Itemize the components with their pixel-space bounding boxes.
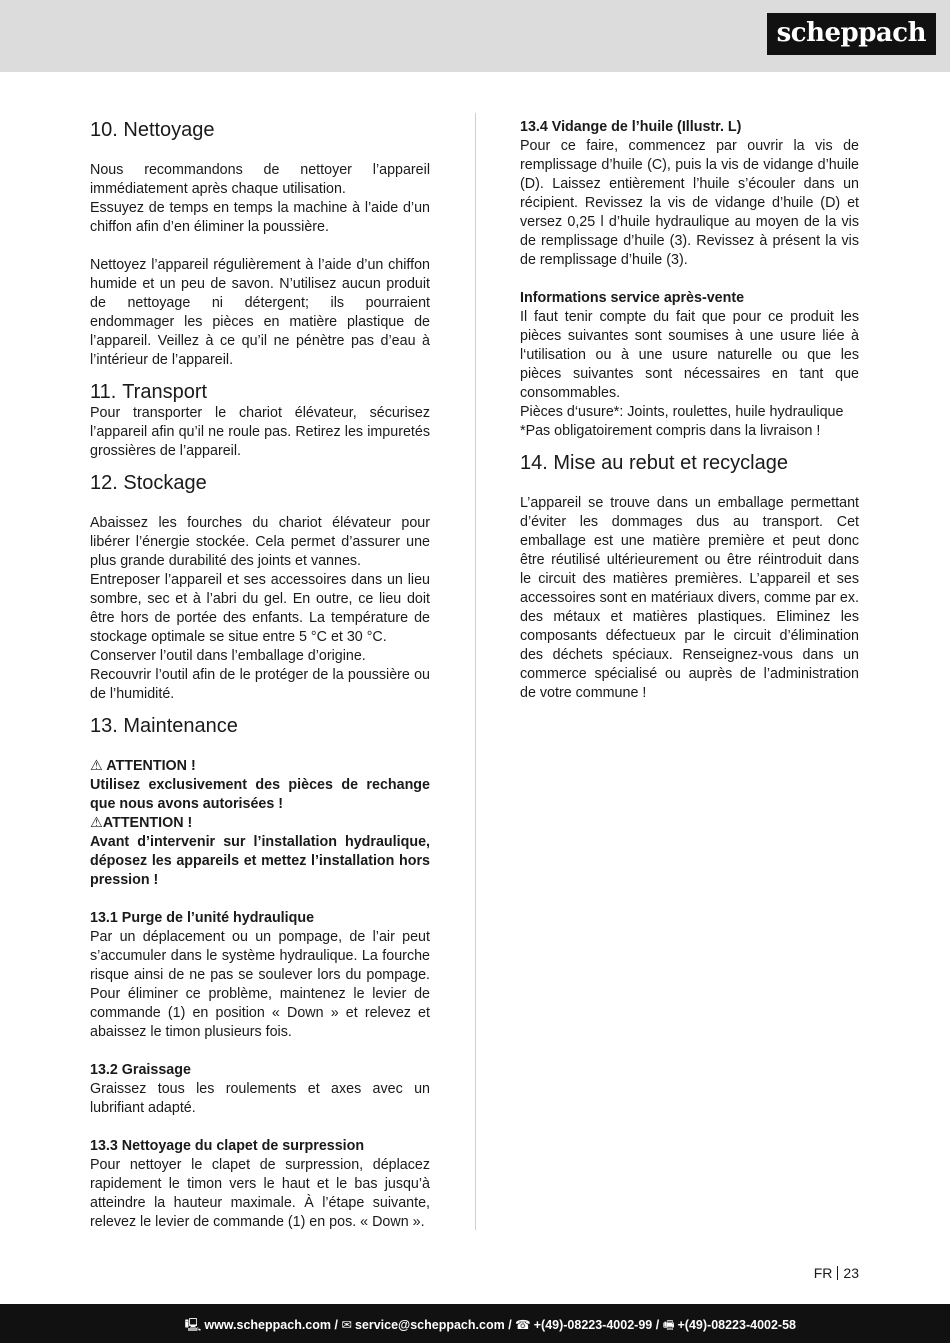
page-num: 23 xyxy=(843,1265,859,1281)
website-link[interactable]: www.scheppach.com xyxy=(204,1318,331,1332)
mail-icon: ✉ xyxy=(341,1318,352,1332)
subsection-title: 13.2 Graissage xyxy=(90,1062,191,1078)
warning-text: Avant d’intervenir sur l’installation hydraulique, déposez les appareils et mettez l’installation hors pression ! xyxy=(90,834,430,888)
contact-bar: 🖳 www.scheppach.com / ✉ service@scheppach.com / ☎ +(49)-08223-4002-99 / 🖷 +(49)-08223-4002-58 xyxy=(0,1304,950,1343)
paragraph: L’appareil se trouve dans un emballage permettant d’éviter les dommages dus au transport. Cet emballage est une matière première et peut donc être réutilisé ultérieurement ou être réintroduit dans le circuit des matières premières. L’appareil et ses accessoires sont en matériaux divers, comme par ex. des métaux et matières plastiques. Eliminez les composants défectueux par le circuit d’élimination des déchets spéciaux. Renseignez-vous dans un commerce spécialisé ou auprès de l’administration de votre commune ! xyxy=(520,495,859,701)
fax-icon: 🖷 xyxy=(662,1318,675,1332)
paragraph: Nettoyez l’appareil régulièrement à l’aide d’un chiffon humide et un peu de savon. N’utilisez aucun produit de nettoyage ni détergent; ils pourraient endommager les pièces en matière plastique de l’appareil. Veillez à ce qu’il ne pénètre pas d’eau à l’intérieur de l’appareil. xyxy=(90,257,430,368)
subsection-title: 13.1 Purge de l’unité hydraulique xyxy=(90,910,315,926)
warning-label: ⚠ ATTENTION ! xyxy=(90,758,196,774)
phone-number: +(49)-08223-4002-99 xyxy=(533,1318,653,1332)
column-divider xyxy=(475,113,476,1230)
paragraph: Conserver l’outil dans l’emballage d’origine. xyxy=(90,648,366,664)
paragraph: Il faut tenir compte du fait que pour ce produit les pièces suivantes sont soumises à une usure liée à l‘utilisation ou à une usure naturelle ou que les pièces suivantes sont nécessaires en tant que consommables. xyxy=(520,309,859,401)
subsection-title: Informations service après-vente xyxy=(520,290,745,306)
fax-number: +(49)-08223-4002-58 xyxy=(677,1318,796,1332)
paragraph: Pièces d‘usure*: Joints, roulettes, huile hydraulique xyxy=(520,404,844,420)
section-14-heading: 14. Mise au rebut et recyclage xyxy=(520,452,788,474)
paragraph: Graissez tous les roulements et axes avec un lubrifiant adapté. xyxy=(90,1081,430,1116)
subsection-title: 13.4 Vidange de l’huile (Illustr. L) xyxy=(520,119,742,135)
paragraph: Pour ce faire, commencez par ouvrir la vis de remplissage d’huile (C), puis la vis de vidange d’huile (D). Laissez entièrement l’huile s’écouler dans un récipient. Revissez la vis de vidange d’huile (D) et versez 0,25 l d’huile hydraulique au moyen de la vis de remplissage d’huile (3). Revissez à présent la vis de remplissage d’huile (3). xyxy=(520,138,859,268)
computer-icon: 🖳 xyxy=(184,1318,202,1332)
paragraph: Pour nettoyer le clapet de surpression, déplacez rapidement le timon vers le haut et le bas jusqu’à atteindre la hauteur maximale. À l’étape suivante, relevez le levier de commande (1) en pos. « Down ». xyxy=(90,1157,430,1230)
paragraph: Par un déplacement ou un pompage, de l’air peut s’accumuler dans le système hydraulique. La fourche risque ainsi de ne pas se soulever lors du pompage. Pour éliminer ce problème, maintenez le levier de commande (1) en position « Down » et relevez et abaissez le timon plusieurs fois. xyxy=(90,929,430,1040)
language-code: FR xyxy=(813,1265,833,1281)
warning-text: Utilisez exclusivement des pièces de rechange que nous avons autorisées ! xyxy=(90,777,430,812)
header-bar xyxy=(0,0,950,72)
paragraph: Abaissez les fourches du chariot élévateur pour libérer l’énergie stockée. Cela permet d’assurer une plus grande durabilité des joints et vannes. xyxy=(90,515,430,569)
email-link[interactable]: service@scheppach.com xyxy=(354,1318,505,1332)
subsection-title: 13.3 Nettoyage du clapet de surpression xyxy=(90,1138,365,1154)
right-column xyxy=(520,118,859,703)
left-column xyxy=(90,118,430,1232)
warning-label: ⚠ATTENTION ! xyxy=(90,815,193,831)
section-11-heading: 11. Transport xyxy=(90,381,208,403)
section-12-heading: 12. Stockage xyxy=(90,472,207,494)
paragraph: Recouvrir l’outil afin de le protéger de la poussière ou de l’humidité. xyxy=(90,667,430,702)
page-number xyxy=(814,1265,859,1281)
paragraph: *Pas obligatoirement compris dans la livraison ! xyxy=(520,423,821,439)
section-10-heading: 10. Nettoyage xyxy=(90,119,215,141)
paragraph: Pour transporter le chariot élévateur, sécurisez l’appareil afin qu’il ne roule pas. Retirez les impuretés grossières de l’appareil. xyxy=(90,405,430,459)
scheppach-logo: scheppach xyxy=(767,13,936,55)
phone-icon: ☎ xyxy=(515,1318,531,1332)
section-13-heading: 13. Maintenance xyxy=(90,715,238,737)
paragraph: Entreposer l’appareil et ses accessoires dans un lieu sombre, sec et à l’abri du gel. En outre, ce lieu doit être hors de portée des enfants. La température de stockage optimale se situe entre 5 °C et 30 °C. xyxy=(90,572,430,645)
paragraph: Essuyez de temps en temps la machine à l’aide d’un chiffon afin d’en éliminer la poussière. xyxy=(90,200,430,235)
paragraph: Nous recommandons de nettoyer l’appareil immédiatement après chaque utilisation. xyxy=(90,162,430,197)
